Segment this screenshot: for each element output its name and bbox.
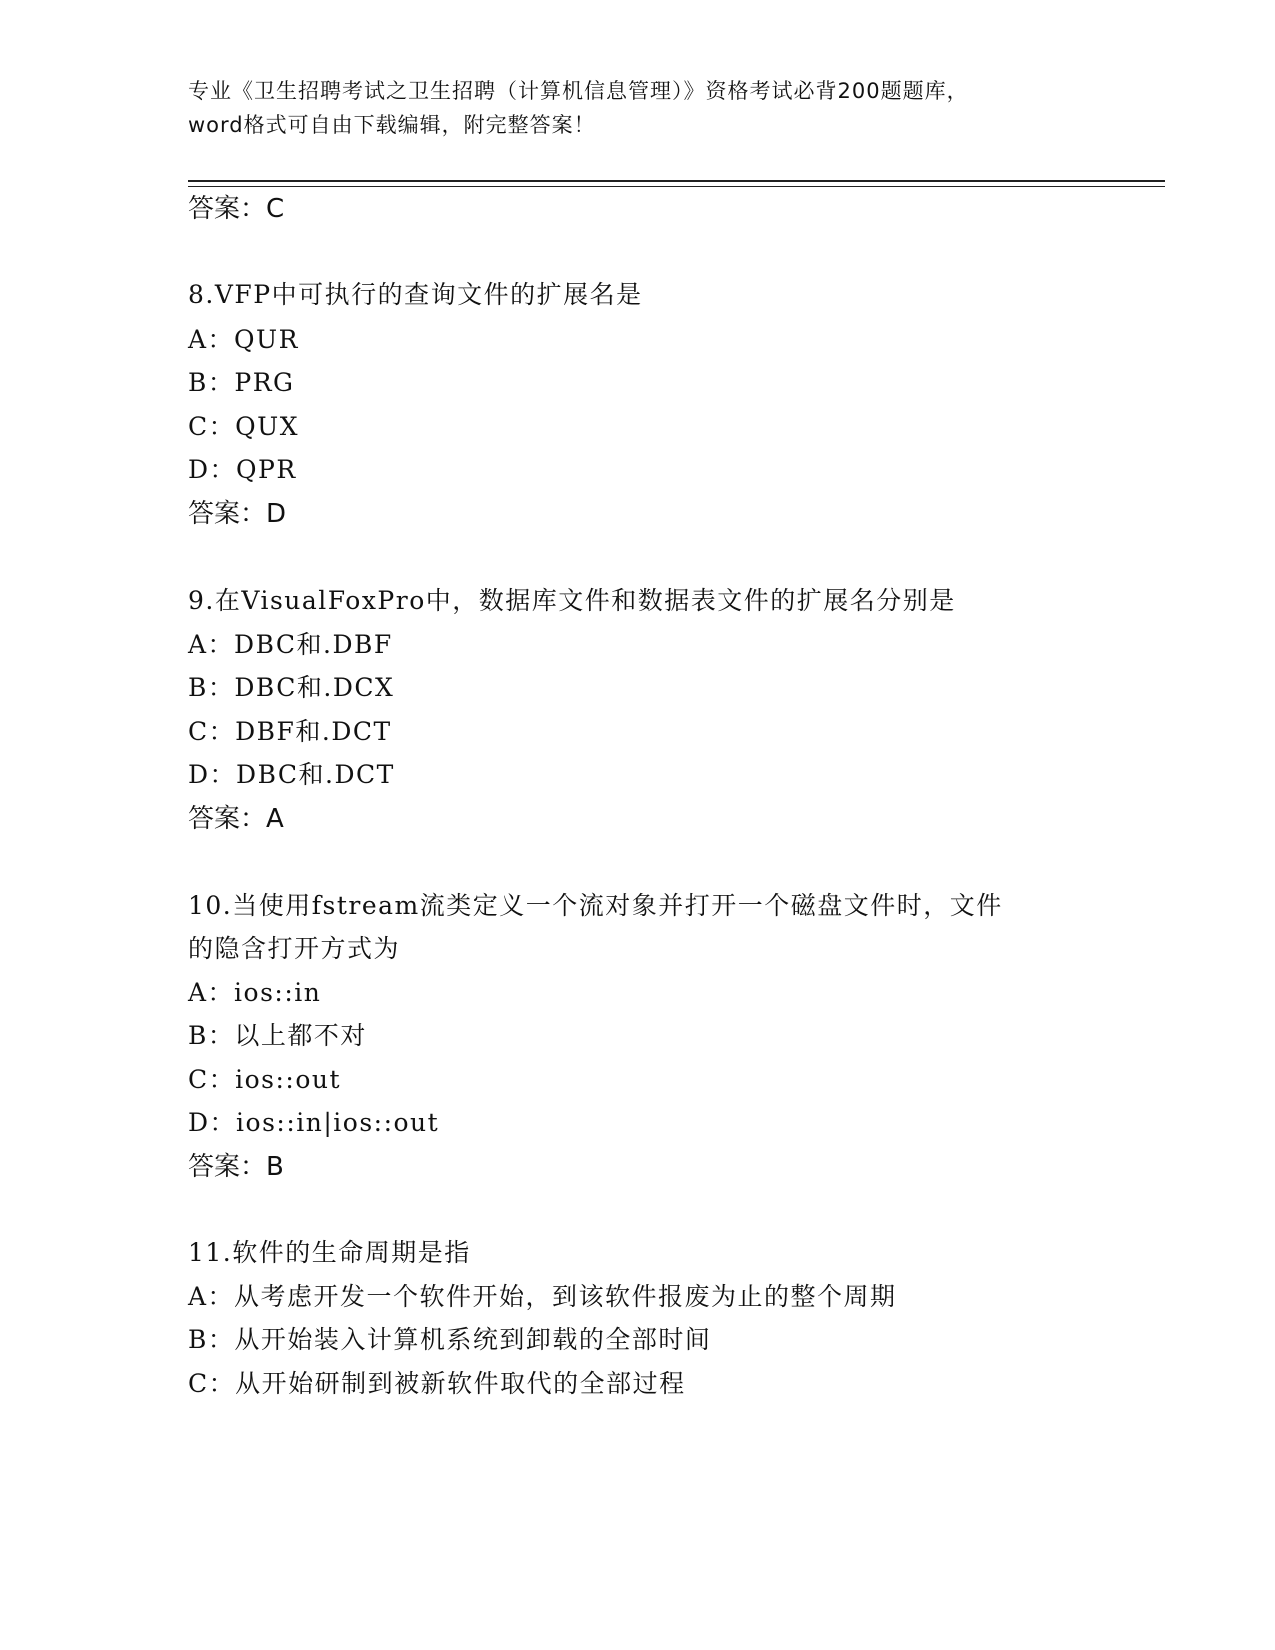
- q9-answer: 答案：A: [188, 804, 284, 834]
- answer-prev: 答案：C: [188, 194, 285, 224]
- question-11: 11.软件的生命周期是指: [188, 1238, 471, 1267]
- q9-option-d: D：DBC和.DCT: [188, 760, 395, 789]
- question-10-line-2: 的隐含打开方式为: [188, 934, 401, 963]
- q10-option-c: C：ios::out: [188, 1065, 342, 1094]
- q11-option-c: C：从开始研制到被新软件取代的全部过程: [188, 1369, 686, 1398]
- q10-option-b: B：以上都不对: [188, 1021, 367, 1050]
- q8-option-a: A：QUR: [188, 325, 299, 354]
- q8-answer: 答案：D: [188, 499, 287, 529]
- q8-option-b: B：PRG: [188, 368, 295, 397]
- question-9: 9.在VisualFoxPro中，数据库文件和数据表文件的扩展名分别是: [188, 586, 956, 615]
- header-divider: [188, 180, 1165, 182]
- document-header: [188, 74, 1088, 142]
- q10-option-a: A：ios::in: [188, 978, 322, 1007]
- q9-option-b: B：DBC和.DCX: [188, 673, 395, 702]
- q10-option-d: D：ios::in|ios::out: [188, 1108, 440, 1137]
- question-8: 8.VFP中可执行的查询文件的扩展名是: [188, 280, 643, 309]
- header-line-2: word格式可自由下载编辑，附完整答案！: [188, 113, 596, 137]
- q11-option-a: A：从考虑开发一个软件开始，到该软件报废为止的整个周期: [188, 1282, 897, 1311]
- header-line-1: 专业《卫生招聘考试之卫生招聘（计算机信息管理）》资格考试必背200题题库，: [188, 79, 969, 103]
- q10-answer: 答案：B: [188, 1152, 284, 1182]
- q9-option-a: A：DBC和.DBF: [188, 630, 393, 659]
- header-divider-thin: [188, 186, 1165, 187]
- q8-option-d: D：QPR: [188, 455, 297, 484]
- question-10-line-1: 10.当使用fstream流类定义一个流对象并打开一个磁盘文件时，文件: [188, 891, 1003, 920]
- q8-option-c: C：QUX: [188, 412, 299, 441]
- q9-option-c: C：DBF和.DCT: [188, 717, 392, 746]
- q11-option-b: B：从开始装入计算机系统到卸载的全部时间: [188, 1325, 712, 1354]
